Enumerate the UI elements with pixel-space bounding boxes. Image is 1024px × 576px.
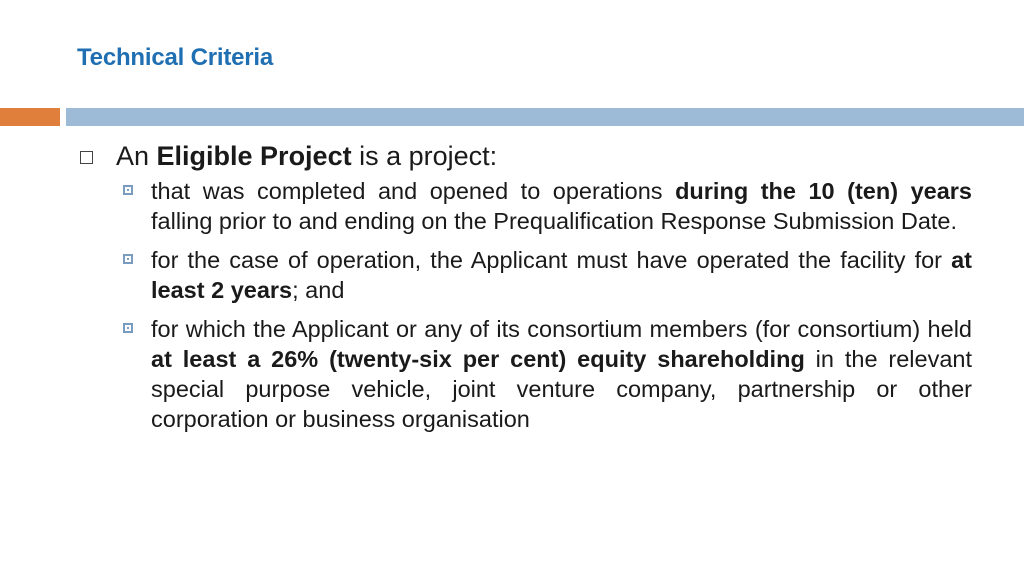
sub-bullet-post: ; and	[292, 277, 345, 303]
sub-bullet-bold: at least a 26% (twenty-six per cent) equity shareholding	[151, 346, 805, 372]
main-bullet-bold: Eligible Project	[156, 141, 352, 171]
sub-bullet	[78, 245, 972, 305]
main-bullet-pre: An	[116, 141, 157, 171]
sub-bullet-pre: for which the Applicant or any of its consortium members (for consortium) held	[151, 316, 972, 342]
main-bullet-post: is a project:	[351, 141, 498, 171]
sub-bullet-post: falling prior to and ending on the Prequalification Response Submission Date.	[151, 208, 958, 234]
accent-bar-left	[0, 108, 60, 126]
sub-bullet-bold: during the 10 (ten) years	[675, 178, 972, 204]
sub-bullet-pre: that was completed and opened to operations	[151, 178, 676, 204]
square-bullet-icon	[123, 323, 133, 333]
sub-bullet-bold: at least 2 years	[151, 247, 972, 303]
square-bullet-icon	[123, 185, 133, 195]
sub-bullet-pre: for the case of operation, the Applicant must have operated the facility for	[151, 247, 952, 273]
square-bullet-icon	[123, 254, 133, 264]
accent-bar-right	[66, 108, 1024, 126]
sub-bullet-post: in the relevant special purpose vehicle, joint venture company, partnership or other corporation or business organisation	[151, 346, 972, 432]
main-bullet	[78, 138, 972, 174]
sub-bullet	[78, 176, 972, 236]
square-bullet-icon	[80, 151, 93, 164]
slide-body	[78, 138, 972, 443]
slide-title: Technical Criteria	[77, 44, 274, 71]
sub-bullet	[78, 314, 972, 434]
